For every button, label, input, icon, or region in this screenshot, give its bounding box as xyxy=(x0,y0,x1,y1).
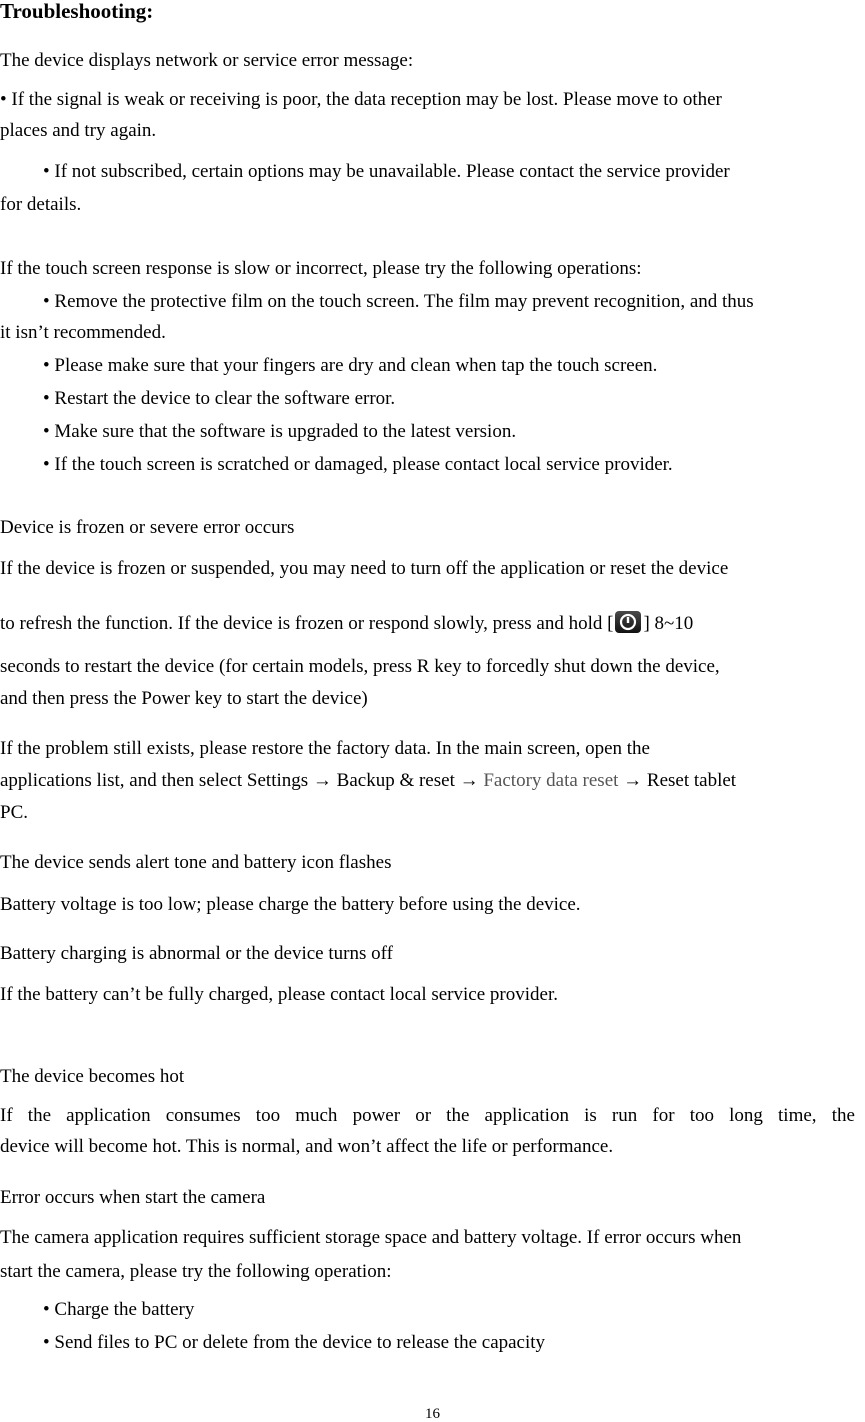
touch-bullet-3: • Restart the device to clear the software error. xyxy=(43,388,396,409)
hot-line-1-word: long xyxy=(729,1105,763,1126)
hot-line-1-word: time, xyxy=(778,1105,817,1126)
charging-text: If the battery can’t be fully charged, please contact local service provider. xyxy=(0,984,558,1005)
hot-line-2: device will become hot. This is normal, and won’t affect the life or performance. xyxy=(0,1136,614,1157)
hot-line-1-word: power xyxy=(352,1105,401,1126)
hot-section-title: The device becomes hot xyxy=(0,1066,185,1087)
network-paragraph-2-line-1: • If not subscribed, certain options may be unavailable. Please contact the service provider xyxy=(43,161,730,182)
hot-line-1-word: the xyxy=(446,1105,470,1126)
camera-line-1: The camera application requires sufficient storage space and battery voltage. If error occurs when xyxy=(0,1227,742,1248)
hot-line-1-word: If xyxy=(0,1105,13,1126)
frozen-line-4: and then press the Power key to start the device) xyxy=(0,688,368,709)
hot-line-1-word: the xyxy=(27,1105,52,1126)
alert-text: Battery voltage is too low; please charge the battery before using the device. xyxy=(0,894,581,915)
camera-section-title: Error occurs when start the camera xyxy=(0,1187,266,1208)
camera-bullet-1: • Charge the battery xyxy=(43,1299,195,1320)
frozen-line-2 xyxy=(0,611,693,633)
power-icon xyxy=(615,611,641,633)
frozen-section-title: Device is frozen or severe error occurs xyxy=(0,517,295,538)
touch-bullet-4: • Make sure that the software is upgraded to the latest version. xyxy=(43,421,517,442)
page-title: Troubleshooting: xyxy=(0,0,154,23)
network-paragraph-1-line-2: places and try again. xyxy=(0,120,157,141)
hot-line-1-word: consumes xyxy=(165,1105,241,1126)
frozen-line-2-before: to refresh the function. If the device is frozen or respond slowly, press and hold [ xyxy=(0,613,614,634)
camera-bullet-2: • Send files to PC or delete from the device to release the capacity xyxy=(43,1332,546,1353)
camera-line-2: start the camera, please try the following operation: xyxy=(0,1261,392,1282)
network-section-title: The device displays network or service error message: xyxy=(0,50,414,71)
page-number: 16 xyxy=(425,1406,440,1422)
hot-line-1-word: application xyxy=(484,1105,569,1126)
touch-bullet-2: • Please make sure that your fingers are dry and clean when tap the touch screen. xyxy=(43,355,658,376)
touch-bullet-1-line-1: • Remove the protective film on the touch screen. The film may prevent recognition, and thus xyxy=(43,291,754,312)
frozen-line-2-after: ] 8~10 xyxy=(643,613,694,634)
charging-section-title: Battery charging is abnormal or the device turns off xyxy=(0,943,393,964)
hot-line-1-word: too xyxy=(255,1105,281,1126)
network-paragraph-2-line-2: for details. xyxy=(0,194,82,215)
frozen-line-1: If the device is frozen or suspended, you may need to turn off the application or reset the device xyxy=(0,558,729,579)
reset-tablet: → Reset tablet xyxy=(623,770,737,791)
hot-line-1-word: run xyxy=(611,1105,638,1126)
frozen-line-7: PC. xyxy=(0,802,28,823)
settings-path: applications list, and then select Settings → Backup & reset → xyxy=(0,770,479,791)
hot-line-1 xyxy=(0,1106,855,1125)
factory-data-reset: Factory data reset xyxy=(478,770,624,791)
hot-line-1-word: much xyxy=(295,1105,338,1126)
touch-bullet-5: • If the touch screen is scratched or damaged, please contact local service provider. xyxy=(43,454,673,475)
touch-bullet-1-line-2: it isn’t recommended. xyxy=(0,322,166,343)
frozen-line-6 xyxy=(0,771,736,790)
network-paragraph-1-line-1: • If the signal is weak or receiving is poor, the data reception may be lost. Please move to other xyxy=(0,89,722,110)
hot-line-1-word: or xyxy=(415,1105,432,1126)
hot-line-1-word: for xyxy=(652,1105,675,1126)
hot-line-1-word: too xyxy=(689,1105,714,1126)
touch-section-title: If the touch screen response is slow or incorrect, please try the following operations: xyxy=(0,258,642,279)
hot-line-1-word: application xyxy=(66,1105,151,1126)
hot-line-1-word: is xyxy=(584,1105,597,1126)
frozen-line-3: seconds to restart the device (for certain models, press R key to forcedly shut down the device, xyxy=(0,656,720,677)
frozen-line-5: If the problem still exists, please restore the factory data. In the main screen, open the xyxy=(0,738,650,759)
hot-line-1-word: the xyxy=(831,1105,855,1126)
alert-section-title: The device sends alert tone and battery icon flashes xyxy=(0,852,392,873)
